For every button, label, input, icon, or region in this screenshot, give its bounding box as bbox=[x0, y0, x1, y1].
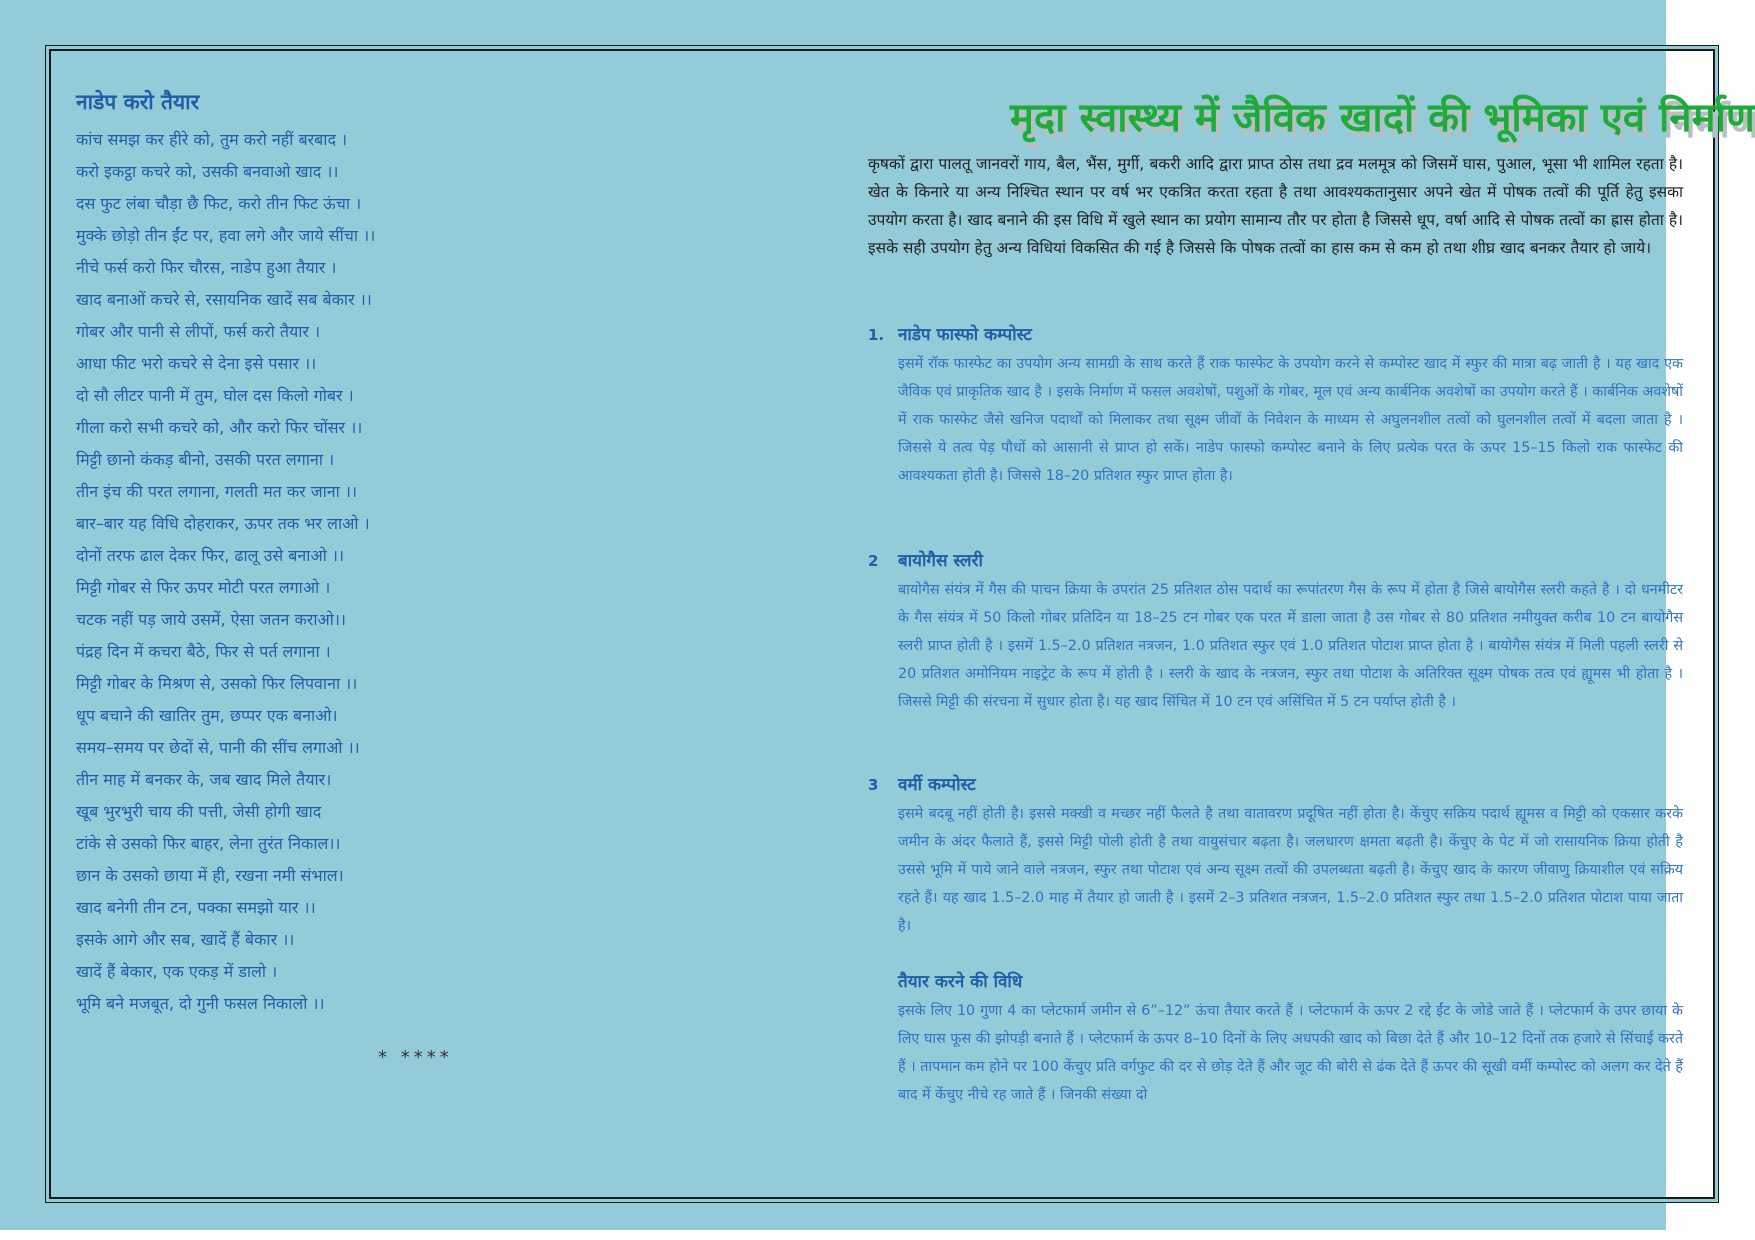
poem-line: खाद बनेगी तीन टन, पक्का समझो यार ।। bbox=[76, 898, 316, 917]
poem-line: आधा फीट भरो कचरे से देना इसे पसार ।। bbox=[76, 354, 317, 373]
section-body: इसमें रॉक फास्फेट का उपयोग अन्य सामग्री के साथ करते हैं राक फास्फेट के उपयोग करने से कम्पोस्ट खाद में स्फुर की मात्रा बढ़ जाती है । यह खाद एक जैविक एवं प्राकृतिक खाद है । इसके निर्माण में फसल अवशेषों, पशुओं के गोबर, मूल एवं अन्य कार्बनिक अवशेषों का उपयोग करते हैं । कार्बनिक अवशेषों में राक फास्फेट जैसे खनिज पदार्थों को मिलाकर तथा सूक्ष्म जीवों के निवेशन के माध्यम से अघुलनशील तत्वों को घुलनशील तत्वों में बदला जाता है । जिससे ये तत्व पेड़ पौधों को आसानी से प्राप्त हो सकें। नाडेप फास्फो कम्पोस्ट बनाने के लिए प्रत्येक परत के ऊपर 15–15 किलो राक फास्फेट की आवश्यकता होती है। जिससे 18–20 प्रतिशत स्फुर प्राप्त होता है। bbox=[898, 356, 1683, 484]
poem-line: तीन इंच की परत लगाना, गलती मत कर जाना ।। bbox=[76, 482, 358, 501]
poem-line: टांके से उसको फिर बाहर, लेना तुरंत निकाल।। bbox=[76, 834, 341, 853]
poem-line: दो सौ लीटर पानी में तुम, घोल दस किलो गोबर । bbox=[76, 386, 354, 405]
poem-line: करो इकट्ठा कचरे को, उसकी बनवाओ खाद ।। bbox=[76, 162, 339, 181]
poem-line: बार–बार यह विधि दोहराकर, ऊपर तक भर लाओ । bbox=[76, 514, 370, 533]
poem-line: मुक्के छोड़ो तीन ईंट पर, हवा लगे और जाये सींचा ।। bbox=[76, 226, 376, 245]
section-nadep-phospho-compost bbox=[868, 322, 1683, 490]
poem-line: पंद्रह दिन में कचरा बैठे, फिर से पर्त लगाना । bbox=[76, 642, 331, 661]
section-preparation-method bbox=[868, 969, 1683, 1109]
section-title: बायोगैस स्लरी bbox=[898, 551, 983, 571]
poem-line: मिट्टी गोबर के मिश्रण से, उसको फिर लिपवाना ।। bbox=[76, 674, 358, 693]
poem-line: खादें हैं बेकार, एक एकड़ में डालो । bbox=[76, 962, 278, 981]
section-biogas-slurry bbox=[868, 548, 1683, 716]
poem-line: छान के उसको छाया में ही, रखना नमी संभाल। bbox=[76, 866, 344, 885]
poem-line: समय–समय पर छेदों से, पानी की सींच लगाओ ।। bbox=[76, 738, 360, 757]
poem-title: नाडेप करो तैयार bbox=[76, 90, 200, 114]
poem-line: मिट्टी गोबर से फिर ऊपर मोटी परत लगाओ । bbox=[76, 578, 331, 597]
poem-line: गीला करो सभी कचरे को, और करो फिर चोंसर ।। bbox=[76, 418, 363, 437]
poem-line: खूब भुरभुरी चाय की पत्ती, जेसी होगी खाद bbox=[76, 802, 322, 821]
end-marker: * **** bbox=[378, 1047, 453, 1068]
section-heading bbox=[868, 772, 1683, 800]
poem-line: खाद बनाओं कचरे से, रसायनिक खादें सब बेकार ।। bbox=[76, 290, 372, 309]
section-title: वर्मी कम्पोस्ट bbox=[898, 775, 976, 795]
section-number: 3 bbox=[868, 776, 879, 794]
section-heading bbox=[868, 548, 1683, 576]
poem-line: धूप बचाने की खातिर तुम, छप्पर एक बनाओ। bbox=[76, 706, 338, 725]
section-title: नाडेप फास्फो कम्पोस्ट bbox=[898, 325, 1032, 345]
article-title: मृदा स्वास्थ्य में जैविक खादों की भूमिका एवं निर्माण bbox=[1010, 94, 1755, 141]
poem-line: इसके आगे और सब, खादें हैं बेकार ।। bbox=[76, 930, 295, 949]
section-number: 2 bbox=[868, 552, 879, 570]
poem-line: तीन माह में बनकर के, जब खाद मिले तैयार। bbox=[76, 770, 332, 789]
section-title: तैयार करने की विधि bbox=[898, 972, 1023, 992]
poem-line: दस फुट लंबा चौड़ा छै फिट, करो तीन फिट ऊंचा । bbox=[76, 194, 362, 213]
poem-line: भूमि बने मजबूत, दो गुनी फसल निकालो ।। bbox=[76, 994, 325, 1013]
section-body: बायोगैस संयंत्र में गैस की पाचन क्रिया के उपरांत 25 प्रतिशत ठोस पदार्थ का रूपांतरण गैस के रूप में होता है जिसे बायोगैस स्लरी कहते है । दो धनमीटर के गैस संयंत्र में 50 किलो गोबर प्रतिदिन या 18–25 टन गोबर एक परत में डाला जाता है उस गोबर से 80 प्रतिशत नमीयुक्त करीब 10 टन बायोगैस स्लरी प्राप्त होती है । इसमें 1.5–2.0 प्रतिशत नत्रजन, 1.0 प्रतिशत स्फुर एवं 1.0 प्रतिशत पोटाश प्राप्त होता है । बायोगैस संयंत्र में मिली पहली स्लरी से 20 प्रतिशत अमोनियम नाइट्रेट के रूप में होती है । स्लरी के खाद के नत्रजन, स्फुर तथा पोटाश के अतिरिक्त सूक्ष्म पोषक तत्व एवं ह्यूमस भी होता है । जिससे मिट्टी की संरचना में सुधार होता है। यह खाद सिंचित में 10 टन एवं असिंचित में 5 टन पर्याप्त होती है । bbox=[898, 582, 1683, 710]
poem-line: मिट्टी छानो कंकड़ बीनो, उसकी परत लगाना । bbox=[76, 450, 335, 469]
poem-line: दोनों तरफ ढाल देकर फिर, ढालू उसे बनाओ ।। bbox=[76, 546, 345, 565]
section-vermi-compost bbox=[868, 772, 1683, 940]
poem-line: नीचे फर्स करो फिर चौरस, नाडेप हुआ तैयार । bbox=[76, 258, 337, 277]
section-number: 1. bbox=[868, 326, 885, 344]
section-heading bbox=[868, 322, 1683, 350]
poem-column bbox=[76, 88, 536, 1020]
article-intro: कृषकों द्वारा पालतू जानवरों गाय, बैल, भैंस, मुर्गी, बकरी आदि द्वारा प्राप्त ठोस तथा द्रव मलमूत्र को जिसमें घास, पुआल, भूसा भी शामिल रहता है। खेत के किनारे या अन्य निश्चित स्थान पर वर्ष भर एकत्रित करता रहता है तथा आवश्यकतानुसार अपने खेत में पोषक तत्वों की पूर्ति हेतु इसका उपयोग करता है। खाद बनाने की इस विधि में खुले स्थान का प्रयोग सामान्य तौर पर होता है जिससे धूप, वर्षा आदि से पोषक तत्वों का ह्रास होता है। इसके सही उपयोग हेतु अन्य विधियां विकसित की गई है जिससे कि पोषक तत्वों का हास कम से कम हो तथा शीघ्र खाद बनकर तैयार हो जाये। bbox=[868, 155, 1683, 257]
poem-line: चटक नहीं पड़ जाये उसमें, ऐसा जतन कराओ।। bbox=[76, 610, 346, 629]
section-body: इसके लिए 10 गुणा 4 का प्लेटफार्म जमीन से 6”–12” ऊंचा तैयार करते हैं । प्लेटफार्म के ऊपर 2 रद्दे ईंट के जोडे जाते हैं । प्लेटफार्म के उपर छाया के लिए घास फूस की झोपड़ी बनाते हैं । प्लेटफार्म के ऊपर 8–10 दिनों के लिए अधपकी खाद को बिछा देते हैं और 10–12 दिनों तक हजारे से सिंचाई करते हैं । तापमान कम होने पर 100 केंचुए प्रति वर्गफुट की दर से छोड़ देते हैं और जूट की बोरी से ढंक देते हैं ऊपर की सूखी वर्मी कम्पोस्ट को अलग कर देते हैं बाद में केंचुए नीचे रह जाते हैं । जिनकी संख्या दो bbox=[898, 1003, 1684, 1103]
section-body: इसमे बदबू नहीं होती है। इससे मक्खी व मच्छर नहीं फैलते है तथा वातावरण प्रदूषित नहीं होता है। केंचुए सक्रिय पदार्थ ह्यूमस व मिट्टी को एकसार करके जमीन के अंदर फैलाते हैं, इससे मिट्टी पोली होती है तथा वायुसंचार बढ़ता है। जलधारण क्षमता बढ़ती है। केंचुए के पेट में जो रासायनिक क्रिया होती है उससे भूमि में पाये जाने वाले नत्रजन, स्फुर तथा पोटाश एवं अन्य सूक्ष्म तत्वों की उपलब्धता बढ़ती है। केंचुए खाद के कारण जीवाणु क्रियाशील एवं सक्रिय रहते हैं। यह खाद 1.5–2.0 माह में तैयार हो जाती है । इसमें 2–3 प्रतिशत नत्रजन, 1.5–2.0 प्रतिशत स्फुर तथा 1.5–2.0 प्रतिशत पोटाश पाया जाता है। bbox=[898, 806, 1683, 934]
poem-line: गोबर और पानी से लीपों, फर्स करो तैयार । bbox=[76, 322, 321, 341]
section-heading bbox=[868, 969, 1683, 997]
poem-line: कांच समझ कर हीरे को, तुम करो नहीं बरबाद । bbox=[76, 130, 348, 149]
